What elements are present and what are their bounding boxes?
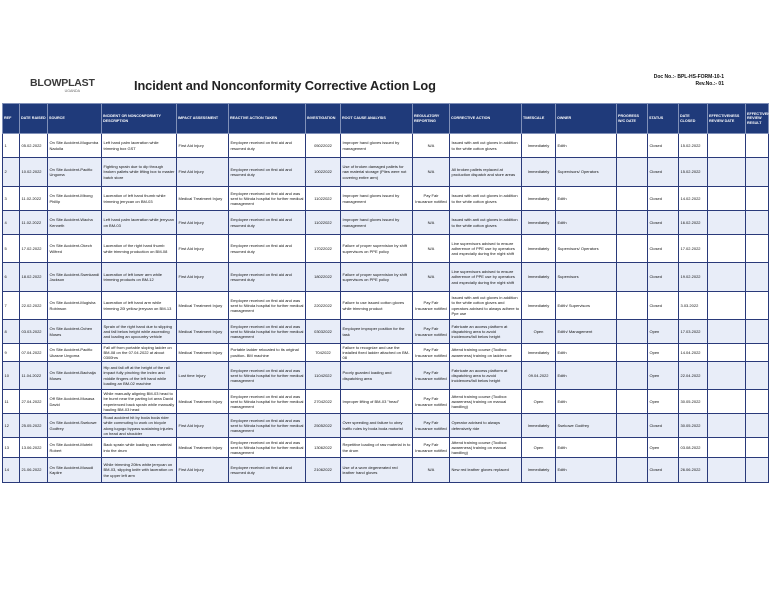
table-cell: On Site Accident-Mugisha Robinson: [48, 292, 102, 320]
table-cell: [746, 458, 769, 483]
table-cell: [746, 390, 769, 414]
table-cell: On Site Accident-Pacifio Ungoma: [48, 158, 102, 187]
table-cell: Closed: [648, 235, 679, 263]
table-cell: 11042022: [306, 362, 341, 390]
table-cell: Laceration of left hand arm while trimming 20l yellow jerrycan on BM-13: [102, 292, 177, 320]
table-row[interactable]: [3, 134, 769, 158]
table-cell: [746, 292, 769, 320]
table-cell: Use of a worn degenerated red leather hand gloves: [341, 458, 413, 483]
table-cell: [746, 414, 769, 438]
table-cell: 27042022: [306, 390, 341, 414]
table-cell: [746, 187, 769, 211]
table-cell: 18022022: [306, 263, 341, 292]
table-cell: 22022022: [306, 292, 341, 320]
table-cell: Ssekowe Godfrey: [556, 414, 617, 438]
page-title: Incident and Nonconformity Corrective Action Log: [134, 78, 436, 93]
table-cell: [708, 344, 746, 362]
table-cell: Immediately: [522, 134, 556, 158]
table-cell: [617, 362, 648, 390]
table-cell: All broken pallets replaced at production dispatch and store areas: [450, 158, 522, 187]
table-cell: 27.04.2022: [20, 390, 48, 414]
logo-subtext: UGANDA: [64, 89, 80, 93]
table-cell: 30.05.2022: [679, 390, 708, 414]
table-cell: [746, 263, 769, 292]
table-cell: 17.02.2022: [20, 235, 48, 263]
table-cell: [708, 235, 746, 263]
table-cell: 11: [3, 390, 20, 414]
table-cell: N/A: [413, 235, 450, 263]
table-cell: 8: [3, 320, 20, 344]
table-cell: N/A: [413, 134, 450, 158]
table-cell: Back sprain while loading raw material into the drum: [102, 438, 177, 458]
table-cell: Line supervisors advised to ensure adherence of PPE use by operators and especially during the night shift: [450, 263, 522, 292]
table-cell: Immediately: [522, 344, 556, 362]
table-cell: Fabricate an access platform at dispatching area to avoid incidences/fall below height: [450, 362, 522, 390]
table-cell: 9: [3, 344, 20, 362]
table-cell: 18.02.2022: [20, 263, 48, 292]
table-cell: Repetitive loading of raw material in to the drum: [341, 438, 413, 458]
table-cell: Fall off from portable sloping ladder on BM-08 on the 07.04.2022 at about 0300hrs: [102, 344, 177, 362]
table-cell: Immediately: [522, 211, 556, 235]
column-header[interactable]: REGULATORY REPORTING: [413, 104, 450, 134]
table-cell: [617, 263, 648, 292]
table-cell: Lost time Injury: [177, 362, 229, 390]
table-cell: 3: [3, 187, 20, 211]
table-cell: Employee improper position for the task: [341, 320, 413, 344]
table-row[interactable]: [3, 292, 769, 320]
table-cell: On Site Accident-Wacha Kenneth: [48, 211, 102, 235]
table-cell: [708, 438, 746, 458]
table-cell: On Site Accident-Pacifio Ukasne Ungoma: [48, 344, 102, 362]
table-cell: [708, 211, 746, 235]
table-cell: 25052022: [306, 414, 341, 438]
table-cell: 13: [3, 438, 20, 458]
column-header[interactable]: OWNER: [556, 104, 617, 134]
table-cell: Pay Fair Insurance notified: [413, 438, 450, 458]
table-cell: Improper lifting of BM-03 "head": [341, 390, 413, 414]
table-cell: Supervisors: [556, 263, 617, 292]
document-reference: [654, 74, 724, 88]
table-cell: [617, 134, 648, 158]
column-header[interactable]: IMPACT ASSESSMENT: [177, 104, 229, 134]
table-cell: Portable ladder relocated to its original position- BM machine: [229, 344, 306, 362]
table-cell: Failure of proper supervision by shift supervisors on PPE policy: [341, 263, 413, 292]
table-cell: 03032022: [306, 320, 341, 344]
table-cell: Employee received on first aid and resumed duty: [229, 263, 306, 292]
table-cell: 10022022: [306, 158, 341, 187]
table-cell: 30.05.2022: [679, 414, 708, 438]
table-cell: Attend training course (Toolbox awareness) training on manual handling): [450, 390, 522, 414]
table-cell: 17.03.2022: [679, 320, 708, 344]
table-cell: Pay Fair Insurance notified: [413, 362, 450, 390]
table-cell: 3.03.2022: [679, 292, 708, 320]
table-cell: Medical Treatment Injury: [177, 344, 229, 362]
table-cell: Open: [648, 438, 679, 458]
column-header[interactable]: INVESTIGATION: [306, 104, 341, 134]
table-cell: On Site Accident-Mugumba Nadolla: [48, 134, 102, 158]
table-cell: Employee received on first aid and resumed duty: [229, 235, 306, 263]
table-cell: [746, 438, 769, 458]
table-cell: Laceration of left lower arm while trimming products on BM-12: [102, 263, 177, 292]
table-cell: Medical Treatment Injury: [177, 390, 229, 414]
table-cell: Open: [522, 320, 556, 344]
table-cell: [617, 211, 648, 235]
table-cell: Immediately: [522, 458, 556, 483]
table-cell: 14: [3, 458, 20, 483]
corrective-action-table: [2, 103, 777, 483]
table-cell: Road accident hit by boda boda rider while commuting to work on bicycle along lugogo bypass sustaining injuries on head and shoulder: [102, 414, 177, 438]
table-cell: [708, 158, 746, 187]
table-cell: [617, 292, 648, 320]
table-cell: Edith: [556, 134, 617, 158]
table-cell: Supervisors/ Operators: [556, 158, 617, 187]
table-cell: Immediately: [522, 414, 556, 438]
column-header[interactable]: CORRECTIVE ACTION: [450, 104, 522, 134]
table-row[interactable]: [3, 187, 769, 211]
table-cell: Hip and fall off at the height of the rail impact fully pinching the index and middle fingers of the left hand while loading an BM-02 machine: [102, 362, 177, 390]
table-cell: 1: [3, 134, 20, 158]
table-cell: Closed: [648, 211, 679, 235]
table-cell: First Aid Injury: [177, 211, 229, 235]
table-cell: Laceration of left hand thumb while trimming jerrycan on BM-03: [102, 187, 177, 211]
table-row[interactable]: [3, 211, 769, 235]
table-cell: Issued with anti cut gloves in addition to the white cotton gloves and operators advised to always adhere to Ppe use: [450, 292, 522, 320]
logo-brand-text: BLOWPLAST: [30, 77, 95, 89]
table-cell: First Aid Injury: [177, 235, 229, 263]
table-cell: Failure to use issued cotton gloves while trimming product: [341, 292, 413, 320]
table-cell: [617, 158, 648, 187]
table-row[interactable]: [3, 344, 769, 362]
table-cell: Edith: [556, 458, 617, 483]
table-row[interactable]: [3, 438, 769, 458]
table-cell: 05022022: [306, 134, 341, 158]
table-cell: [746, 158, 769, 187]
column-header[interactable]: PROGRESS W/C DATE: [617, 104, 648, 134]
table-cell: Attend training course (Toolbox awareness) training on ladder use: [450, 344, 522, 362]
table-cell: 03.08.2022: [679, 438, 708, 458]
table-cell: Supervisors/ Operators: [556, 235, 617, 263]
column-header[interactable]: DATE RAISED: [20, 104, 48, 134]
table-cell: Employee received on first aid and resumed duty: [229, 158, 306, 187]
table-cell: [708, 390, 746, 414]
table-cell: 17.02.2022: [679, 235, 708, 263]
table-cell: Medical Treatment Injury: [177, 320, 229, 344]
column-header[interactable]: EFFECTIVENESS REVIEW RESULT: [746, 104, 769, 134]
table-cell: Closed: [648, 292, 679, 320]
table-cell: Fabricate an access platform at dispatching area to avoid incidences/fall below height: [450, 320, 522, 344]
table-row[interactable]: [3, 235, 769, 263]
table-cell: Issued with anti cut gloves in addition to the white cotton gloves: [450, 211, 522, 235]
column-header[interactable]: DATE CLOSED: [679, 104, 708, 134]
table-cell: [708, 263, 746, 292]
table-cell: Sprain of the right hand due to slipping and fall below height while ascending and loading an upcountry vehicle: [102, 320, 177, 344]
table-cell: 10.02.2022: [20, 158, 48, 187]
table-cell: 11022022: [306, 211, 341, 235]
table-row[interactable]: [3, 263, 769, 292]
table-cell: On Site Accident-Okech Wilfred: [48, 235, 102, 263]
table-cell: Issued with anti cut gloves in addition to the white cotton gloves: [450, 134, 522, 158]
revision-number: Rev.No.:- 01: [695, 81, 724, 87]
table-cell: Operator advised to always defensively ride: [450, 414, 522, 438]
table-cell: 22.02.2022: [20, 292, 48, 320]
table-cell: Closed: [648, 458, 679, 483]
column-header[interactable]: REF: [3, 104, 20, 134]
table-cell: 14.02.2022: [679, 187, 708, 211]
table-cell: On Site Accident-Mbong Phillip: [48, 187, 102, 211]
table-cell: Edith: [556, 362, 617, 390]
table-cell: [708, 458, 746, 483]
table-cell: First Aid Injury: [177, 263, 229, 292]
table-cell: 11.02.2022: [20, 211, 48, 235]
table-cell: Open: [648, 362, 679, 390]
table-cell: 13062022: [306, 438, 341, 458]
table-cell: First Aid Injury: [177, 458, 229, 483]
table-row[interactable]: [3, 390, 769, 414]
table-cell: 10: [3, 362, 20, 390]
table-cell: [746, 235, 769, 263]
table-cell: [746, 211, 769, 235]
column-header[interactable]: STATUS: [648, 104, 679, 134]
table-cell: Closed: [648, 134, 679, 158]
table-cell: [746, 362, 769, 390]
table-cell: N/A: [413, 458, 450, 483]
table-cell: On Site Accident-Ochen Moses: [48, 320, 102, 344]
table-cell: Fighting sprain due to dip through broken pallets while lifting box to master batch store: [102, 158, 177, 187]
table-body: [3, 134, 769, 483]
table-cell: Immediately: [522, 187, 556, 211]
table-cell: 16.02.2022: [679, 211, 708, 235]
table-cell: Employee received on first aid and was sent to Ntinda hospital for further medical management: [229, 187, 306, 211]
table-cell: N/A: [413, 263, 450, 292]
table-cell: Edith: [556, 187, 617, 211]
table-cell: Employee received on first aid and was sent to Ntinda hospital for further medical management: [229, 362, 306, 390]
table-row[interactable]: [3, 362, 769, 390]
table-cell: [708, 362, 746, 390]
table-cell: Edith: [556, 211, 617, 235]
table-cell: 15.02.2022: [679, 134, 708, 158]
table-cell: 21062022: [306, 458, 341, 483]
table-cell: [708, 134, 746, 158]
table-cell: 11.02.2022: [20, 187, 48, 211]
table-cell: Open: [648, 344, 679, 362]
table-cell: Closed: [648, 263, 679, 292]
table-cell: [617, 320, 648, 344]
table-cell: Over speeding and failure to obey traffic rules by boda boda motorist: [341, 414, 413, 438]
table-row[interactable]: [3, 320, 769, 344]
table-cell: Failure of proper supervision by shift supervisors on PPE policy: [341, 235, 413, 263]
table-cell: Medical Treatment Injury: [177, 292, 229, 320]
column-header[interactable]: SOURCE: [48, 104, 102, 134]
table-cell: Use of broken damaged pallets for raw material storage (Plies were not covering entire arm): [341, 158, 413, 187]
table-cell: 26.06.2022: [679, 458, 708, 483]
table-cell: Immediately: [522, 158, 556, 187]
table-cell: Attend training course (Toolbox awareness) training on manual handling): [450, 438, 522, 458]
table-cell: Improper hand gloves issued by management: [341, 134, 413, 158]
table-cell: 11.04.2022: [20, 362, 48, 390]
table-cell: [617, 414, 648, 438]
table-cell: First Aid Injury: [177, 134, 229, 158]
table-cell: 12: [3, 414, 20, 438]
table-cell: 4: [3, 211, 20, 235]
table-cell: Issued with anti cut gloves in addition to the white cotton gloves: [450, 187, 522, 211]
table-cell: Pay Fair Insurance notified: [413, 390, 450, 414]
table-cell: Pay Fair Insurance notified: [413, 344, 450, 362]
table-row[interactable]: [3, 414, 769, 438]
table-cell: 09.04.2022: [522, 362, 556, 390]
table-cell: 7: [3, 292, 20, 320]
table-cell: 11022022: [306, 187, 341, 211]
table-cell: Open: [648, 390, 679, 414]
table-cell: Immediately: [522, 235, 556, 263]
doc-number: Doc No.:- BPL-HS-FORM-10-1: [653, 74, 724, 80]
table-cell: 21.06.2022: [20, 458, 48, 483]
table-cell: [708, 414, 746, 438]
table-cell: 15.02.2022: [679, 158, 708, 187]
table-cell: Employee received on first aid and resumed duty: [229, 458, 306, 483]
table-cell: 13.06.2022: [20, 438, 48, 458]
table-cell: Off Site Accident-Musasa David: [48, 390, 102, 414]
table-cell: 17022022: [306, 235, 341, 263]
table-cell: [617, 390, 648, 414]
table-cell: On Site Accident-Mutebi Robert: [48, 438, 102, 458]
table-cell: Employee received on first aid and resumed duty: [229, 134, 306, 158]
table-cell: Employee received on first aid and was sent to Ntinda hospital for further medical management: [229, 414, 306, 438]
table-cell: Improper hand gloves issued by management: [341, 211, 413, 235]
table-cell: N/A: [413, 158, 450, 187]
table-cell: 5: [3, 235, 20, 263]
column-header[interactable]: TIMESCALE: [522, 104, 556, 134]
table-cell: [617, 187, 648, 211]
table-cell: 6: [3, 263, 20, 292]
table-cell: 25.05.2022: [20, 414, 48, 438]
table-cell: [746, 134, 769, 158]
table-cell: Employee received on first aid and was sent to Ntinda hospital for further medical management: [229, 438, 306, 458]
table-cell: Open: [522, 390, 556, 414]
column-header[interactable]: REACTIVE ACTION TAKEN: [229, 104, 306, 134]
table-cell: Improper hand gloves issued by management: [341, 187, 413, 211]
table-cell: Failure to recognize and use the installed fixed ladder attached on BM-08: [341, 344, 413, 362]
table-cell: Medical Treatment Injury: [177, 438, 229, 458]
table-cell: On Site Accident-Ssekowe Godfrey: [48, 414, 102, 438]
table-cell: [708, 187, 746, 211]
table-cell: On Site Accident-Bachaija Moses: [48, 362, 102, 390]
table-cell: [617, 235, 648, 263]
table-cell: 03.03.2022: [20, 320, 48, 344]
table-cell: Line supervisors advised to ensure adherence of PPE use by operators and especially during the night shift: [450, 235, 522, 263]
table-cell: On Site Accident-Musudi Kapiire: [48, 458, 102, 483]
table-cell: Immediately: [522, 263, 556, 292]
table-cell: First Aid Injury: [177, 158, 229, 187]
table-cell: Pay Fair Insurance notified: [413, 187, 450, 211]
table-cell: Laceration of the right hand thumb while trimming production on BM-08: [102, 235, 177, 263]
table-cell: Pay Fair Insurance notified: [413, 292, 450, 320]
table-cell: Left hand palm laceration while trimming box GST: [102, 134, 177, 158]
table-cell: New red leather gloves replaced: [450, 458, 522, 483]
table-cell: Pay Fair Insurance notified: [413, 320, 450, 344]
table-cell: 05.02.2022: [20, 134, 48, 158]
table-cell: [617, 438, 648, 458]
table-cell: 14.04.2022: [679, 344, 708, 362]
table-cell: Closed: [648, 187, 679, 211]
table-cell: Medical Treatment Injury: [177, 187, 229, 211]
column-header[interactable]: ROOT CAUSE ANALYSIS: [341, 104, 413, 134]
table-cell: Employee received on first aid and was sent to Ntinda hospital for further medical management: [229, 390, 306, 414]
table-cell: While manually aligning BM-03 head to be burnt near the parting lot area David experienced back sprain while manually hauling BM-03 head: [102, 390, 177, 414]
table-cell: Employee received on first aid and resumed duty: [229, 211, 306, 235]
company-logo: [30, 78, 94, 98]
table-cell: Poorly guarded loading and dispatching area: [341, 362, 413, 390]
table-cell: Edith: [556, 438, 617, 458]
table-row[interactable]: [3, 458, 769, 483]
table-cell: [746, 320, 769, 344]
table-cell: Edith: [556, 390, 617, 414]
table-cell: [746, 344, 769, 362]
table-cell: N/A: [413, 211, 450, 235]
table-cell: Left hand palm laceration while jerrycan on BM-03: [102, 211, 177, 235]
table-cell: 2: [3, 158, 20, 187]
table-cell: On Site Accident-Ssenkandi Jackson: [48, 263, 102, 292]
table-cell: [617, 344, 648, 362]
column-header[interactable]: EFFECTIVENESS REVIEW DATE: [708, 104, 746, 134]
table-row[interactable]: [3, 158, 769, 187]
table-header-row: [3, 104, 769, 134]
table-cell: Edith: [556, 344, 617, 362]
column-header[interactable]: INCIDENT OR NONCONFORMITY DESCRIPTION: [102, 104, 177, 134]
table-cell: Immediately: [522, 292, 556, 320]
table-cell: [617, 458, 648, 483]
table-cell: Edith/ Supervisors: [556, 292, 617, 320]
table-cell: Open: [648, 320, 679, 344]
table-cell: Open: [522, 438, 556, 458]
table-cell: Pay Fair Insurance notified: [413, 414, 450, 438]
table-cell: Closed: [648, 414, 679, 438]
table-cell: [708, 292, 746, 320]
table-cell: 19.02.2022: [679, 263, 708, 292]
table-cell: Edith/ Management: [556, 320, 617, 344]
table-cell: 7042022: [306, 344, 341, 362]
table-cell: While trimming 20ltrs white jerrycan on BM-03, slipping knife with laceration on the upper left arm: [102, 458, 177, 483]
table-cell: [708, 320, 746, 344]
table-cell: First Aid Injury: [177, 414, 229, 438]
table-cell: Closed: [648, 158, 679, 187]
table-cell: 22.04.2022: [679, 362, 708, 390]
table-cell: Employee received on first aid and was sent to Ntinda hospital for further medical management: [229, 320, 306, 344]
table-cell: 07.04.2022: [20, 344, 48, 362]
table-cell: Employee received on first aid and was sent to Ntinda hospital for further medical management: [229, 292, 306, 320]
